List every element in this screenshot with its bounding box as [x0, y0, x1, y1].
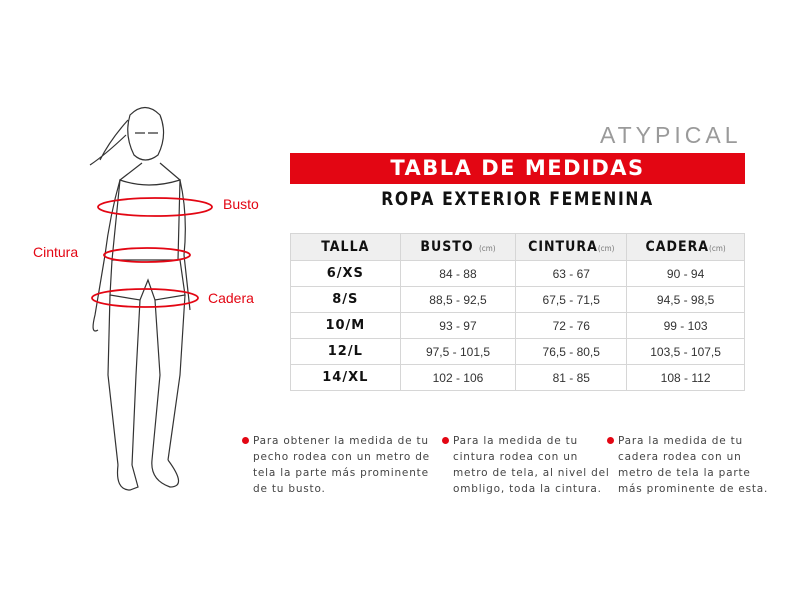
- hip-label: Cadera: [208, 290, 254, 306]
- header-cadera: [627, 234, 745, 261]
- hip-measure-ring: [92, 289, 198, 307]
- note-line: Para la medida de tu: [618, 435, 744, 447]
- table-row: [291, 313, 745, 339]
- measure-cell: 99 - 103: [627, 313, 745, 339]
- bullet-icon: [242, 437, 249, 444]
- page-subtitle: ROPA EXTERIOR FEMENINA: [381, 188, 654, 210]
- note-line: cintura rodea con un: [453, 451, 579, 463]
- header-unit: (cm): [597, 244, 615, 253]
- table-header-row: [291, 234, 745, 261]
- note-line: metro de tela la parte: [618, 467, 751, 479]
- measure-cell: 93 - 97: [400, 313, 516, 339]
- header-label: BUSTO: [420, 239, 474, 255]
- header-label: CADERA: [645, 239, 710, 255]
- note-line: Para obtener la medida de tu: [253, 435, 429, 447]
- measure-cell: 103,5 - 107,5: [627, 339, 745, 365]
- measure-cell: 76,5 - 80,5: [516, 339, 627, 365]
- table-row: [291, 287, 745, 313]
- table-row: [291, 365, 745, 391]
- note-line: Para la medida de tu: [453, 435, 579, 447]
- measure-cell: 81 - 85: [516, 365, 627, 391]
- note-line: pecho rodea con un metro de: [253, 451, 430, 463]
- size-cell: 10/M: [291, 313, 401, 339]
- size-cell: 12/L: [291, 339, 401, 365]
- page-title: TABLA DE MEDIDAS: [290, 153, 745, 184]
- header-talla: [291, 234, 401, 261]
- measure-cell: 97,5 - 101,5: [400, 339, 516, 365]
- measure-cell: 67,5 - 71,5: [516, 287, 627, 313]
- bust-label: Busto: [223, 196, 259, 212]
- waist-label: Cintura: [33, 244, 79, 260]
- measure-cell: 90 - 94: [627, 261, 745, 287]
- bullet-icon: [442, 437, 449, 444]
- note-line: más prominente de esta.: [618, 483, 769, 495]
- size-cell: 8/S: [291, 287, 401, 313]
- note-line: tela la parte más prominente: [253, 467, 429, 479]
- header-label: CINTURA: [528, 239, 598, 255]
- note-line: ombligo, toda la cintura.: [453, 483, 602, 495]
- size-cell: 6/XS: [291, 261, 401, 287]
- table-row: [291, 261, 745, 287]
- size-cell: 14/XL: [291, 365, 401, 391]
- table-row: [291, 339, 745, 365]
- measurement-note: [618, 433, 768, 497]
- measure-cell: 108 - 112: [627, 365, 745, 391]
- note-line: cadera rodea con un: [618, 451, 742, 463]
- header-unit: (cm): [709, 244, 726, 253]
- note-line: de tu busto.: [253, 483, 326, 495]
- measure-cell: 88,5 - 92,5: [400, 287, 516, 313]
- note-line: metro de tela, al nivel del: [453, 467, 610, 479]
- measure-cell: 63 - 67: [516, 261, 627, 287]
- header-busto: [400, 234, 516, 261]
- measure-cell: 72 - 76: [516, 313, 627, 339]
- header-cintura: [516, 234, 627, 261]
- measure-cell: 84 - 88: [400, 261, 516, 287]
- measurement-note: [453, 433, 610, 497]
- bullet-icon: [607, 437, 614, 444]
- size-table: [290, 233, 745, 391]
- measure-cell: 94,5 - 98,5: [627, 287, 745, 313]
- header-label: TALLA: [321, 239, 370, 255]
- header-unit: (cm): [478, 244, 496, 253]
- bust-measure-ring: [98, 198, 212, 216]
- measure-cell: 102 - 106: [400, 365, 516, 391]
- brand-logo: ATYPICAL: [600, 122, 742, 148]
- measurement-note: [253, 433, 430, 497]
